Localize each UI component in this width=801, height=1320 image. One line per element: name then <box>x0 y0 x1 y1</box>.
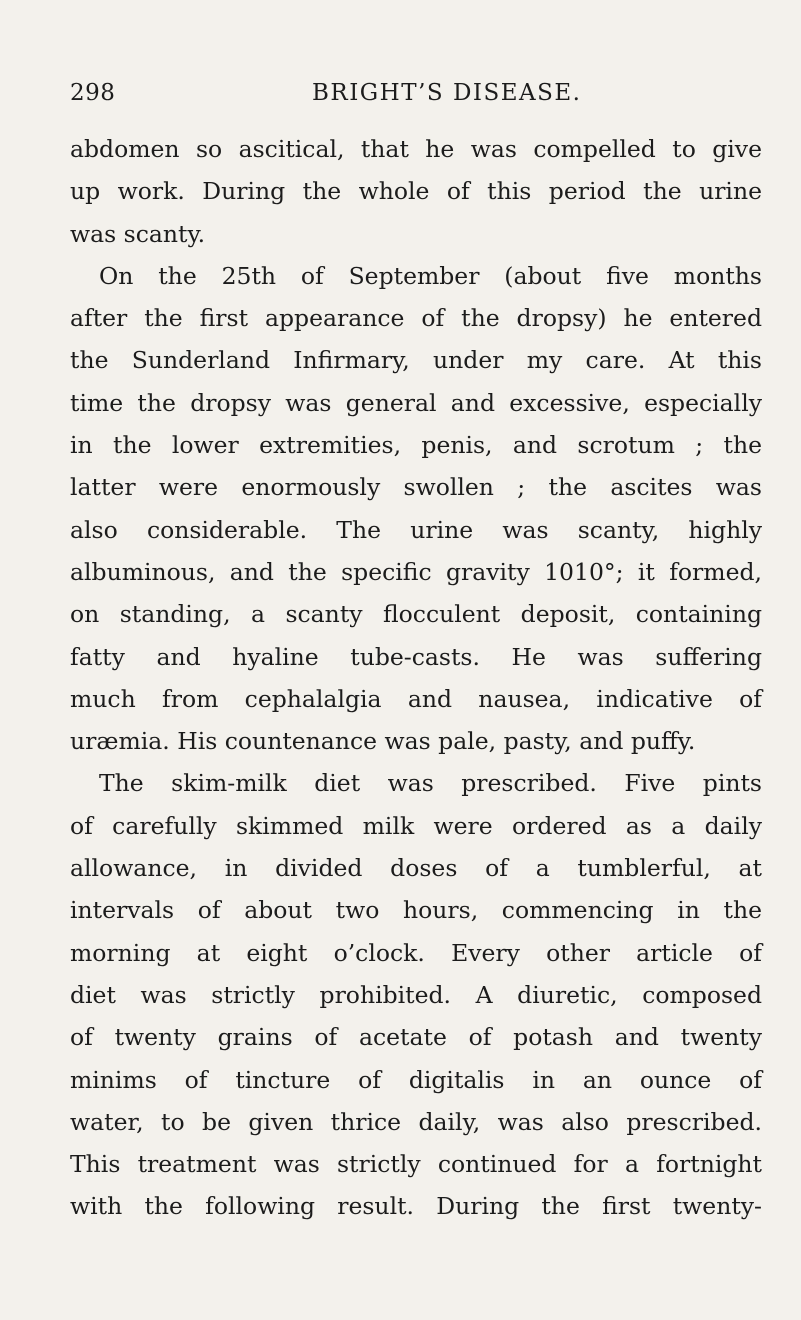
text-line: diet was strictly prohibited. A diuretic, composed <box>70 980 762 1009</box>
text-line: also considerable. The urine was scanty, highly <box>70 515 762 544</box>
text-line: latter were enormously swollen ; the ascites was <box>70 473 762 502</box>
text-line: intervals of about two hours, commencing in the <box>70 896 762 925</box>
text-line: morning at eight o’clock. Every other article of <box>70 938 762 967</box>
page-header <box>70 80 760 120</box>
text-line: of carefully skimmed milk were ordered as a daily <box>70 811 762 840</box>
text-line: in the lower extremities, penis, and scrotum ; the <box>70 431 762 460</box>
text-line: abdomen so ascitical, that he was compelled to give <box>70 135 762 163</box>
text-line: On the 25th of September (about five months <box>99 261 762 290</box>
text-line: This treatment was strictly continued for a fortnight <box>70 1150 762 1179</box>
body-text <box>70 128 762 1228</box>
text-line: allowance, in divided doses of a tumblerful, at <box>70 854 762 883</box>
text-line: minims of tincture of digitalis in an ounce of <box>70 1065 762 1094</box>
text-line: after the first appearance of the dropsy) he entered <box>70 304 762 333</box>
text-line: time the dropsy was general and excessive, especially <box>70 388 762 417</box>
text-line: up work. During the whole of this period the urine <box>70 177 762 206</box>
text-line: uræmia. His countenance was pale, pasty, and puffy. <box>70 727 696 756</box>
text-line: was scanty. <box>70 219 206 248</box>
running-head: BRIGHT’S DISEASE. <box>312 80 582 106</box>
text-line: of twenty grains of acetate of potash and twenty <box>70 1023 762 1052</box>
text-line: water, to be given thrice daily, was also prescribed. <box>70 1107 762 1136</box>
page-number: 298 <box>70 80 116 106</box>
text-line: The skim-milk diet was prescribed. Five pints <box>99 769 762 798</box>
text-line: much from cephalalgia and nausea, indicative of <box>70 684 762 713</box>
text-line: with the following result. During the first twenty- <box>70 1192 762 1221</box>
text-line: albuminous, and the specific gravity 1010°; it formed, <box>70 557 762 586</box>
text-line: fatty and hyaline tube-casts. He was suffering <box>70 642 762 671</box>
text-line: the Sunderland Infirmary, under my care. At this <box>70 346 762 375</box>
text-line: on standing, a scanty flocculent deposit, containing <box>70 600 762 629</box>
